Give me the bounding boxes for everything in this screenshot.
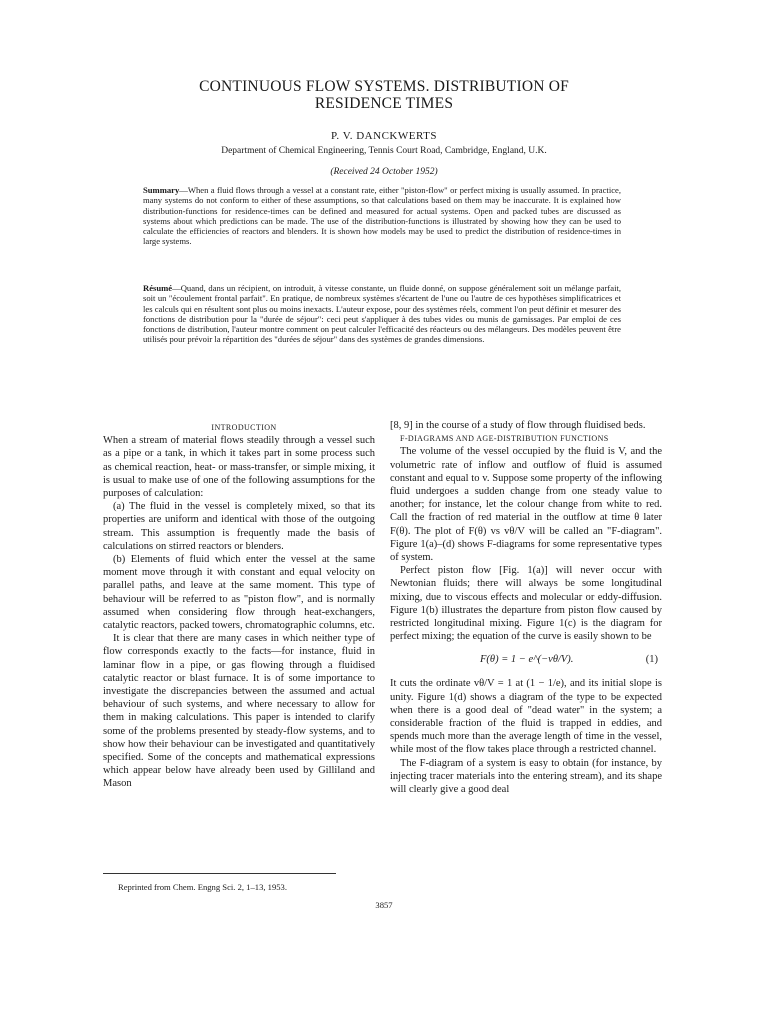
introduction-heading: INTRODUCTION [211,423,277,432]
footnote-rule [103,873,336,874]
received-date: (Received 24 October 1952) [330,167,438,177]
right-column [390,419,662,796]
f-diagrams-heading: F-DIAGRAMS AND AGE-DISTRIBUTION FUNCTIONS [400,434,609,444]
equation-number: (1) [645,654,658,666]
paper-title [0,78,768,112]
paragraph: (b) Elements of fluid which enter the vessel at the same moment move through it with constant and equal velocity on parallel paths, and leave at the same moment. This type of behaviour will be referred to as "piston flow", and is normally assumed when considering flow through heat-exchangers, catalytic reactors, packed towers, chromatographic columns, etc. [103,554,375,632]
paragraph: The F-diagram of a system is easy to obtain (for instance, by injecting tracer materials into the entering stream), and its shape will clearly give a good deal [390,757,662,796]
affiliation: Department of Chemical Engineering, Tennis Court Road, Cambridge, England, U.K. [221,146,547,156]
title-line-2: RESIDENCE TIMES [314,95,454,112]
paragraph: Perfect piston flow [Fig. 1(a)] will never occur with Newtonian fluids; there will always be some longitudinal mixing, due to viscous effects and molecular or eddy-diffusion. Figure 1(b) illustrates the departure from piston flow caused by restricted longitudinal mixing. Figure 1(c) is the diagram for perfect mixing; the equation of the curve is easily shown to be [390,565,662,643]
page-number: 3857 [375,900,393,910]
paragraph: The volume of the vessel occupied by the fluid is V, and the volumetric rate of inflow and outflow of fluid is assumed constant and equal to v. Suppose some property of the inflowing fluid undergoes a sudden change from one steady value to another; for instance, let the colour change from white to red. Call the fraction of red material in the outflow at time θ later F(θ). The plot of F(θ) vs vθ/V will be called an "F-diagram". Figure 1(a)–(d) shows F-diagrams for some representative types of system. [390,446,662,564]
author: P. V. DANCKWERTS [331,130,437,142]
summary-label: Summary [143,185,180,195]
left-column [103,421,375,791]
title-line-1: CONTINUOUS FLOW SYSTEMS. DISTRIBUTION OF [199,78,569,95]
paragraph: It is clear that there are many cases in which neither type of flow corresponds exactly to the facts—for instance, fluid in laminar flow in a pipe, or gas flowing through a fluidised catalytic reactor or blast furnace. It is of some importance to investigate the discrepancies between the assumed and actual behaviour of such systems, and where necessary to allow for them in making calculations. This paper is intended to clarify some of the problems presented by steady-flow systems, and to show how their behaviour can be investigated and quantitatively specified. Some of the concepts and mathematical expressions which appear below have already been used by Gilliland and Mason [103,633,375,790]
resume-text: —Quand, dans un récipient, on introduit, à vitesse constante, un fluide donné, on suppose généralement soit un mélange parfait, soit un "écoulement frontal parfait". En pratique, de nombreux systèmes s'écartent de l'une ou l'autre de ces hypothèses simplificatrices et les calculs qui en résultent sont plus ou moins inexacts. L'auteur expose, pour des systèmes réels, comment l'on peut définir et mesurer des fonctions de distribution pour la "durée de séjour": ceci peut s'appliquer à des tubes vides ou munis de garnissages. Par emploi de ces fonctions de distribution, l'auteur montre comment on peut calculer l'efficacité des réacteurs ou des mélangeurs. Des modèles peuvent être utilisés pour prévoir la répartition des "durées de séjour" dans des systèmes de grandes dimensions. [143,283,621,345]
resume-label: Résumé [143,283,173,293]
equation-1 [390,643,662,677]
equation-expression: F(θ) = 1 − e^(−vθ/V). [480,654,574,666]
resume-abstract [143,283,621,345]
summary-abstract [143,185,621,247]
paragraph: When a stream of material flows steadily through a vessel such as a pipe or a tank, in which it takes part in some process such as chemical reaction, heat- or mass-transfer, or simple mixing, it is usual to make use of one of the following assumptions for the purposes of calculation: [103,435,375,500]
summary-text: —When a fluid flows through a vessel at a constant rate, either "piston-flow" or perfect mixing is usually assumed. In practice, many systems do not conform to either of these assumptions, so that calculations based on them may be inaccurate. It is explained how distribution-functions for residence-times can be defined and measured for actual systems. Open and packed tubes are discussed as systems about which predictions can be made. The use of the distribution-functions is illustrated by showing how they can be used to calculate the efficiencies of reactors and blenders. It is shown how models may be used to predict the distribution of residence-times in large systems. [143,185,621,247]
paragraph: (a) The fluid in the vessel is completely mixed, so that its properties are uniform and identical with those of the outgoing stream. This assumption is frequently made the basis of calculations on stirred reactors or blenders. [103,501,375,552]
paragraph: [8, 9] in the course of a study of flow through fluidised beds. [390,420,646,431]
paragraph: It cuts the ordinate vθ/V = 1 at (1 − 1/e), and its initial slope is unity. Figure 1(d) shows a diagram of the type to be expected when there is a good deal of "dead water" in the system; a considerable fraction of the fluid is trapped in eddies, and spends much more than the average length of time in the vessel, while most of the flow takes place through a restricted channel. [390,678,662,756]
reprint-note: Reprinted from Chem. Engng Sci. 2, 1–13, 1953. [118,882,287,892]
